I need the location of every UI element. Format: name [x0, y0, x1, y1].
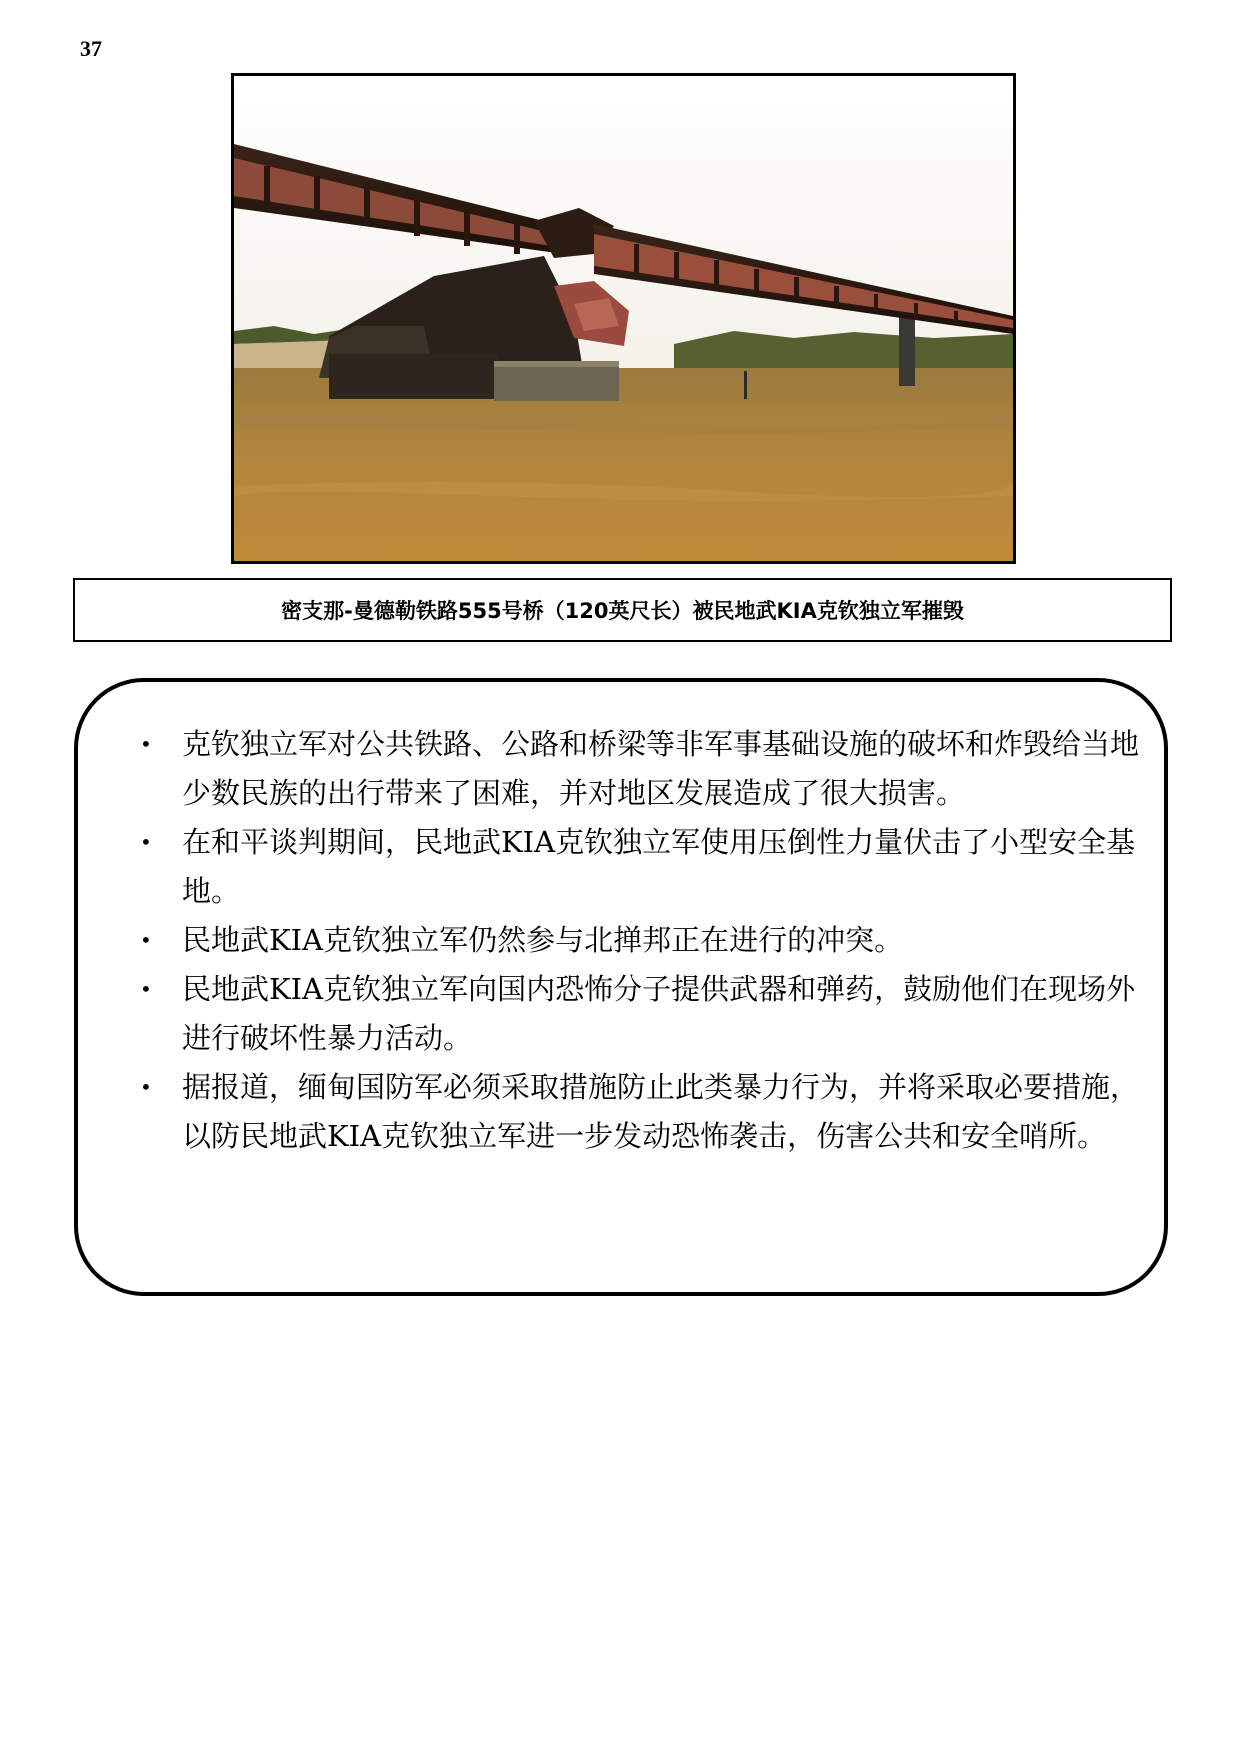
list-item [140, 720, 1144, 818]
photo-caption [73, 578, 1172, 642]
page-number: 37 [80, 36, 102, 61]
point-text: 据报道，缅甸国防军必须采取措施防止此类暴力行为，并将采取必要措施，以防民地武KIA克钦独立军进一步发动恐怖袭击，伤害公共和安全哨所。 [182, 1070, 1140, 1153]
bullet-icon: • [140, 977, 152, 1001]
photo-caption-text: 密支那-曼德勒铁路555号桥（120英尺长）被民地武KIA克钦独立军摧毁 [281, 599, 964, 623]
list-item [140, 916, 1144, 965]
point-text: 克钦独立军对公共铁路、公路和桥梁等非军事基础设施的破坏和炸毁给当地少数民族的出行带来了困难，并对地区发展造成了很大损害。 [182, 727, 1140, 810]
list-item [140, 818, 1144, 916]
list-item [140, 965, 1144, 1063]
point-text: 民地武KIA克钦独立军向国内恐怖分子提供武器和弹药，鼓励他们在现场外进行破坏性暴力活动。 [182, 972, 1136, 1055]
bullet-icon: • [140, 1075, 152, 1099]
bullet-icon: • [140, 732, 152, 756]
point-text: 在和平谈判期间，民地武KIA克钦独立军使用压倒性力量伏击了小型安全基地。 [182, 825, 1136, 908]
list-item [140, 1063, 1144, 1161]
bridge-photo-illustration [234, 76, 1013, 561]
bullet-icon: • [140, 928, 152, 952]
key-points-box [74, 678, 1168, 1296]
point-text: 民地武KIA克钦独立军仍然参与北掸邦正在进行的冲突。 [182, 923, 904, 957]
key-points-list [140, 720, 1144, 1161]
bullet-icon: • [140, 830, 152, 854]
bridge-photo [231, 73, 1016, 564]
